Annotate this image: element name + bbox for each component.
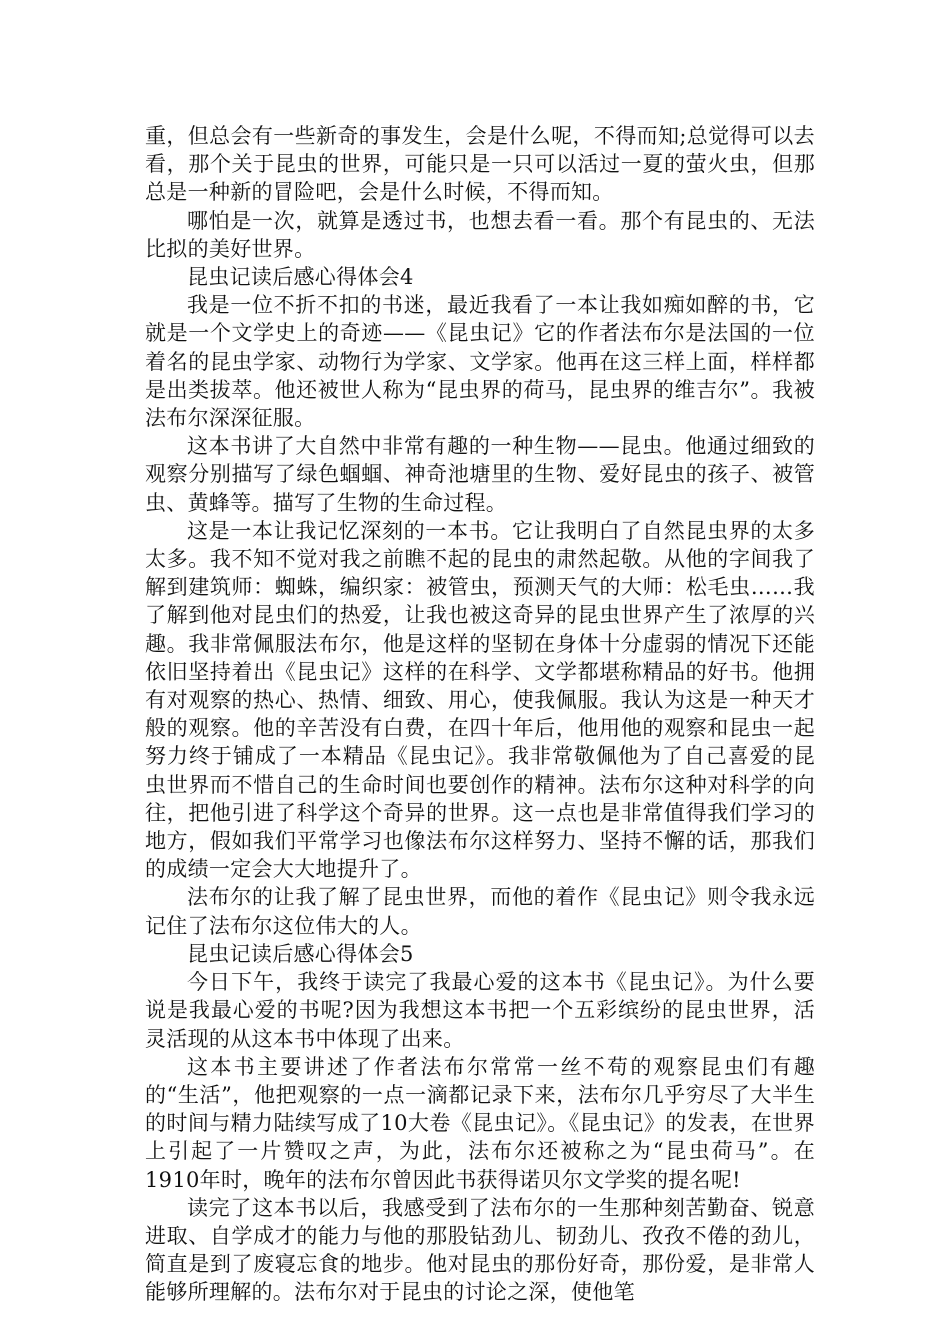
paragraph: 这本书讲了大自然中非常有趣的一种生物——昆虫。他通过细致的观察分别描写了绿色蝈蝈、神奇池塘里的生物、爱好昆虫的孩子、被管虫、黄蜂等。描写了生物的生命过程。 [145,434,815,515]
paragraph: 法布尔的让我了解了昆虫世界，而他的着作《昆虫记》则令我永远记住了法布尔这位伟大的人。 [145,885,815,938]
paragraph: 这本书主要讲述了作者法布尔常常一丝不苟的观察昆虫们有趣的“生活”，他把观察的一点一滴都记录下来，法布尔几乎穷尽了大半生的时间与精力陆续写成了10大卷《昆虫记》。《昆虫记》的发表，在世界上引起了一片赞叹之声，为此，法布尔还被称之为“昆虫荷马”。在1910年时，晚年的法布尔曾因此书获得诺贝尔文学奖的提名呢! [145,1054,815,1192]
paragraph: 我是一位不折不扣的书迷，最近我看了一本让我如痴如醉的书，它就是一个文学史上的奇迹——《昆虫记》它的作者法布尔是法国的一位着名的昆虫学家、动物行为学家、文学家。他再在这三样上面，样样都是出类拔萃。他还被世人称为“昆虫界的荷马，昆虫界的维吉尔”。我被法布尔深深征服。 [145,293,815,431]
paragraph: 哪怕是一次，就算是透过书，也想去看一看。那个有昆虫的、无法比拟的美好世界。 [145,208,815,261]
section-heading: 昆虫记读后感心得体会4 [187,265,414,290]
document-page [145,122,815,1307]
paragraph: 这是一本让我记忆深刻的一本书。它让我明白了自然昆虫界的太多太多。我不知不觉对我之前瞧不起的昆虫的肃然起敬。从他的字间我了解到建筑师：蜘蛛，编织家：被管虫，预测天气的大师：松毛虫……我了解到他对昆虫们的热爱，让我也被这奇异的昆虫世界产生了浓厚的兴趣。我非常佩服法布尔，他是这样的坚韧在身体十分虚弱的情况下还能依旧坚持着出《昆虫记》这样的在科学、文学都堪称精品的好书。他拥有对观察的热心、热情、细致、用心，使我佩服。我认为这是一种天才般的观察。他的辛苦没有白费，在四十年后，他用他的观察和昆虫一起努力终于铺成了一本精品《昆虫记》。我非常敬佩他为了自己喜爱的昆虫世界而不惜自己的生命时间也要创作的精神。法布尔这种对科学的向往，把他引进了科学这个奇异的世界。这一点也是非常值得我们学习的地方，假如我们平常学习也像法布尔这样努力、坚持不懈的话，那我们的成绩一定会大大地提升了。 [145,518,815,882]
paragraph: 今日下午，我终于读完了我最心爱的这本书《昆虫记》。为什么要说是我最心爱的书呢?因为我想这本书把一个五彩缤纷的昆虫世界，活灵活现的从这本书中体现了出来。 [145,970,815,1051]
paragraph: 读完了这本书以后，我感受到了法布尔的一生那种刻苦勤奋、锐意进取、自学成才的能力与他的那股钻劲儿、韧劲儿、孜孜不倦的劲儿，简直是到了废寝忘食的地步。他对昆虫的那份好奇，那份爱，是非常人能够所理解的。法布尔对于昆虫的讨论之深，使他笔 [145,1195,815,1305]
paragraph-continued: 重，但总会有一些新奇的事发生，会是什么呢，不得而知;总觉得可以去看，那个关于昆虫的世界，可能只是一只可以活过一夏的萤火虫，但那总是一种新的冒险吧，会是什么时候，不得而知。 [145,124,815,205]
section-heading: 昆虫记读后感心得体会5 [187,941,414,966]
